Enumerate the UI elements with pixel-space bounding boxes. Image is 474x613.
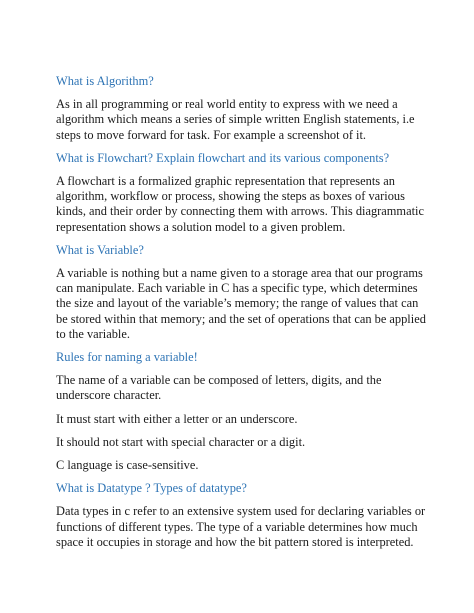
paragraph-naming-rule-start: It must start with either a letter or an underscore. — [56, 411, 298, 426]
paragraph-algorithm: As in all programming or real world entity to express with we need a algorithm which means a series of simple written English statements, i.e steps to move forward for task. For example a screenshot of it. — [56, 97, 415, 142]
paragraph-flowchart: A flowchart is a formalized graphic representation that represents an algorithm, workflow or process, showing the steps as boxes of various kinds, and their order by connecting them with arrows. This diagrammatic representation shows a solution model to a given problem. — [56, 174, 424, 234]
document-body — [56, 74, 428, 558]
heading-datatype: What is Datatype ? Types of datatype? — [56, 481, 247, 496]
heading-variable-naming-rules: Rules for naming a variable! — [56, 350, 198, 365]
paragraph-datatype: Data types in c refer to an extensive system used for declaring variables or functions of different types. The type of a variable determines how much space it occupies in storage and how the bit pattern stored is interpreted. — [56, 504, 426, 549]
paragraph-variable: A variable is nothing but a name given to a storage area that our programs can manipulate. Each variable in C has a specific type, which determines the size and layout of the variable’s memory; the range of values that can be stored within that memory; and the set of operations that can be applied to the variable. — [56, 266, 426, 341]
paragraph-naming-rule-composition: The name of a variable can be composed of letters, digits, and the underscore character. — [56, 373, 382, 403]
paragraph-naming-rule-case: C language is case-sensitive. — [56, 458, 199, 473]
heading-variable: What is Variable? — [56, 242, 144, 257]
heading-algorithm: What is Algorithm? — [56, 74, 154, 88]
paragraph-naming-rule-no-special: It should not start with special character or a digit. — [56, 434, 306, 449]
heading-flowchart: What is Flowchart? Explain flowchart and its various components? — [56, 150, 390, 165]
